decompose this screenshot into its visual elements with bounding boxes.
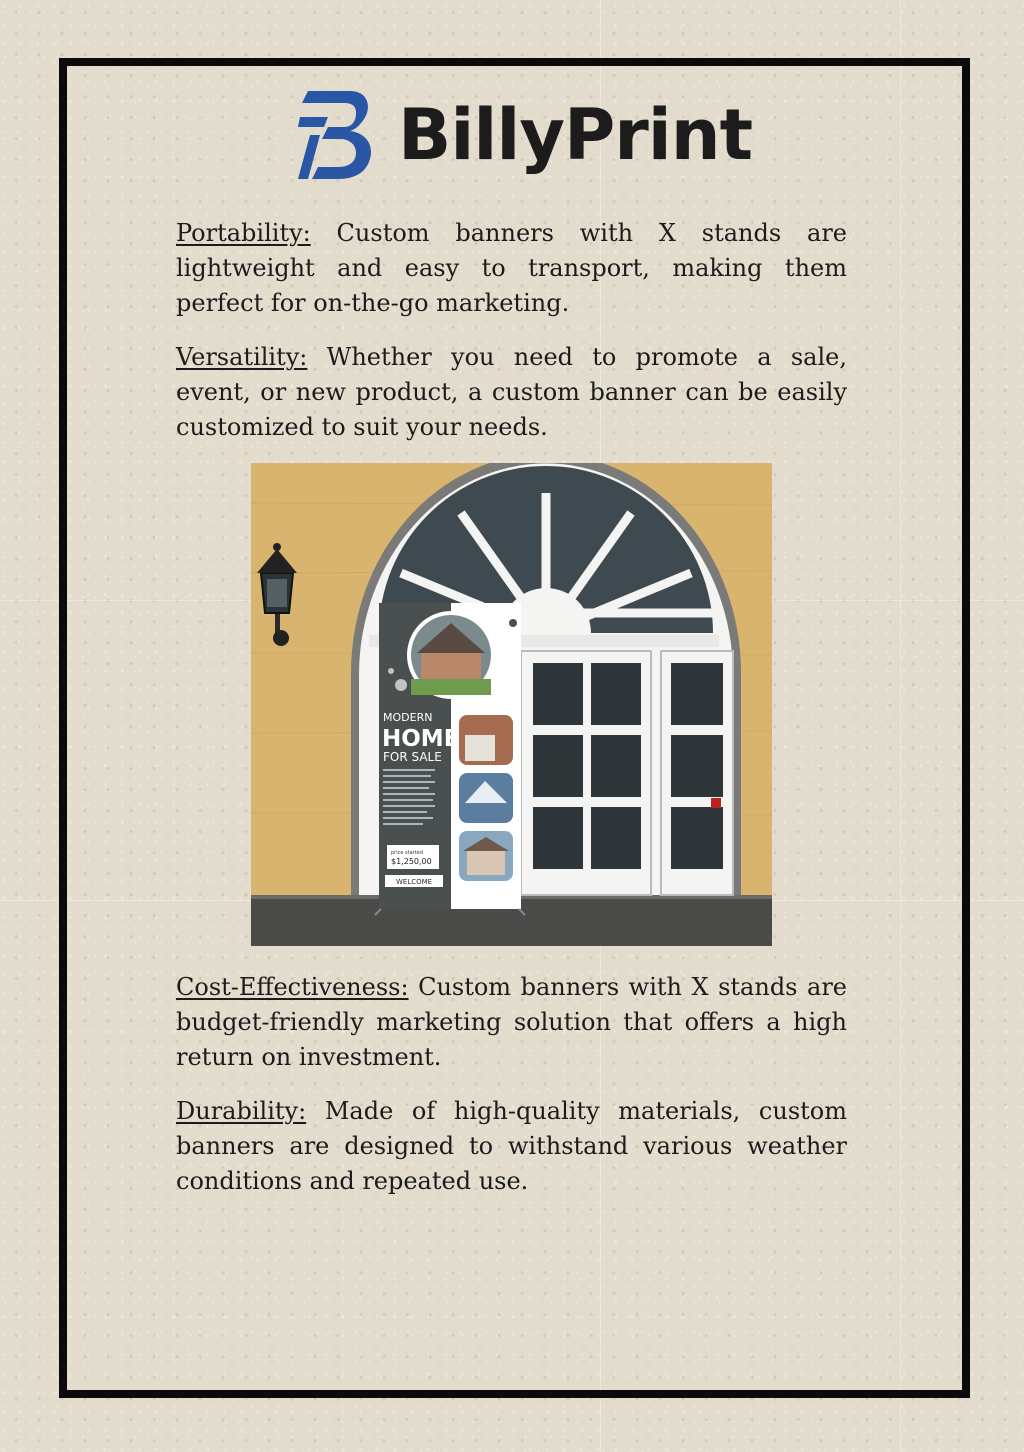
banner-price-label: price started [391, 850, 423, 856]
banner-stand-photo [251, 463, 772, 946]
billyprint-b-mark-icon [298, 87, 376, 183]
term-durability: Durability: [176, 1097, 307, 1125]
banner-button: WELCOME [396, 878, 433, 886]
banner-line1: MODERN [383, 711, 433, 724]
text-versatility: Whether you need to promote a sale, event, or new product, a custom banner can be easily customized to suit your needs. [176, 343, 847, 441]
brand-name: BillyPrint [398, 94, 753, 176]
billyprint-logo [298, 86, 752, 184]
roll-up-banner [375, 603, 525, 915]
paragraph-versatility [176, 340, 847, 445]
text-portability: Custom banners with X stands are lightweight and easy to transport, making them perfect for on-the-go marketing. [176, 219, 847, 317]
paragraph-portability [176, 216, 847, 321]
term-portability: Portability: [176, 219, 311, 247]
term-cost-effectiveness: Cost-Effectiveness: [176, 973, 409, 1001]
storefront-illustration [251, 463, 772, 946]
banner-line2: HOME [382, 726, 460, 752]
paragraph-durability [176, 1094, 847, 1199]
term-versatility: Versatility: [176, 343, 308, 371]
paragraph-cost-effectiveness [176, 970, 847, 1075]
text-durability: Made of high-quality materials, custom banners are designed to withstand various weather conditions and repeated use. [176, 1097, 847, 1195]
text-cost-effectiveness: Custom banners with X stands are budget-friendly marketing solution that offers a high return on investment. [176, 973, 847, 1071]
banner-line3: FOR SALE [383, 750, 442, 764]
banner-price: $1,250,00 [391, 857, 432, 866]
